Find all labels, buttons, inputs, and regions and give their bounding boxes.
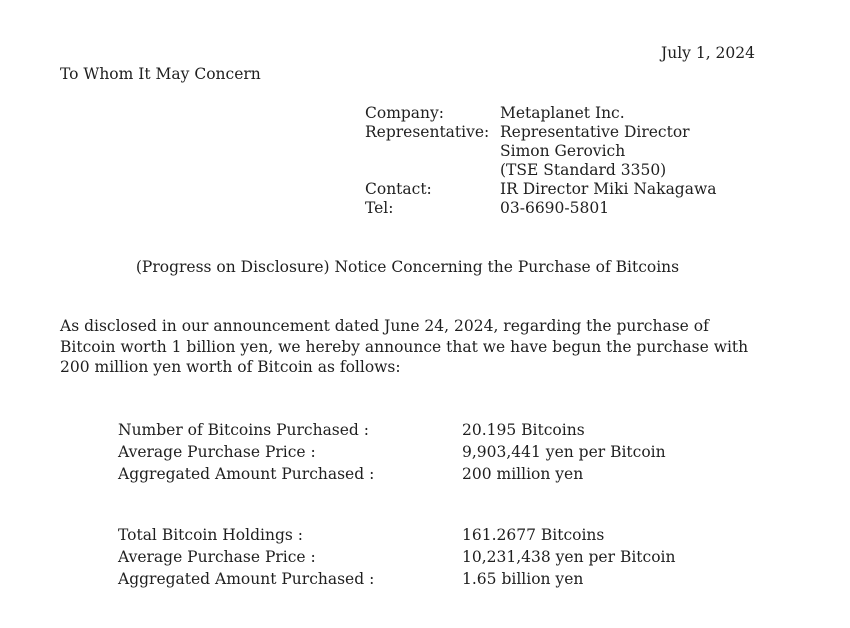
detail-label: Average Purchase Price :: [118, 443, 316, 461]
company-info-label: Tel:: [365, 199, 394, 217]
detail-label: Aggregated Amount Purchased :: [118, 570, 375, 588]
company-info-label: [365, 161, 500, 180]
company-info-label: [365, 142, 500, 161]
company-info-label: Contact:: [365, 180, 432, 198]
detail-value: 20.195 Bitcoins: [462, 421, 585, 439]
salutation: To Whom It May Concern: [60, 65, 261, 83]
detail-label: Average Purchase Price :: [118, 548, 316, 566]
detail-value: 200 million yen: [462, 465, 584, 483]
document-title: (Progress on Disclosure) Notice Concerning the Purchase of Bitcoins: [135, 258, 680, 276]
document-date: July 1, 2024: [661, 44, 755, 62]
company-info-label: Representative:: [365, 123, 490, 141]
detail-label: Number of Bitcoins Purchased :: [118, 421, 370, 439]
company-info-value: (TSE Standard 3350): [500, 161, 667, 179]
company-info-value: 03-6690-5801: [500, 199, 610, 217]
company-info-value: Metaplanet Inc.: [500, 104, 625, 122]
company-info-label: Company:: [365, 104, 445, 122]
detail-label: Aggregated Amount Purchased :: [118, 465, 375, 483]
detail-value: 1.65 billion yen: [462, 570, 584, 588]
detail-value: 161.2677 Bitcoins: [462, 526, 605, 544]
company-info-value: IR Director Miki Nakagawa: [500, 180, 717, 198]
purchase-details-block: [118, 419, 666, 485]
holdings-details-block: [118, 524, 675, 590]
detail-value: 10,231,438 yen per Bitcoin: [462, 548, 676, 566]
body-paragraph: As disclosed in our announcement dated June 24, 2024, regarding the purchase of Bitcoin worth 1 billion yen, we hereby announce that we have begun the purchase with 200 million yen worth of Bitcoin as follows:: [60, 317, 749, 376]
company-info-value: Simon Gerovich: [500, 142, 626, 160]
company-info-value: Representative Director: [500, 123, 690, 141]
company-info-block: [365, 104, 716, 218]
detail-value: 9,903,441 yen per Bitcoin: [462, 443, 666, 461]
detail-label: Total Bitcoin Holdings :: [118, 526, 303, 544]
